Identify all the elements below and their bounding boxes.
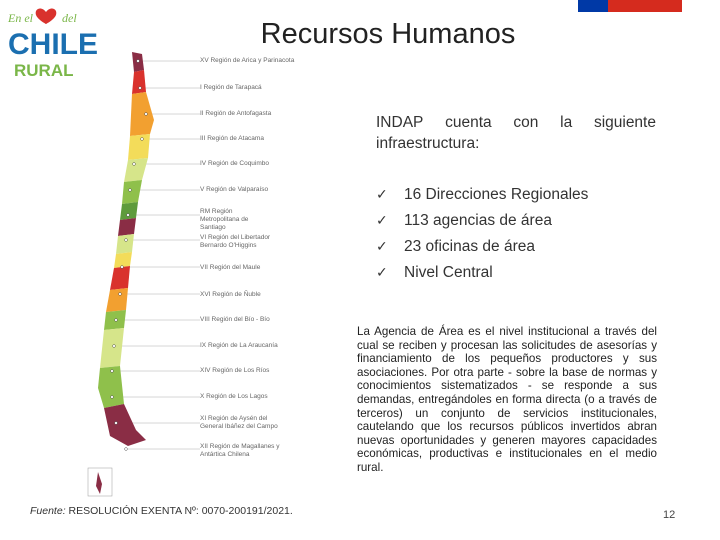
intro-text <box>376 112 656 154</box>
list-item <box>376 236 588 262</box>
intro-line-2: infraestructura: <box>376 135 480 152</box>
region-shape <box>118 218 136 236</box>
flag-red-field <box>608 0 682 12</box>
region-shape <box>120 202 138 220</box>
region-shape <box>100 328 124 368</box>
region-label: VIII Región del Bío - Bío <box>200 316 270 323</box>
region-label: X Región de Los Lagos <box>200 393 268 400</box>
list-item-text: Nivel Central <box>404 264 493 281</box>
list-item-text: 23 oficinas de área <box>404 238 535 255</box>
chile-rural-logo <box>6 4 98 80</box>
source-label: Fuente: <box>30 505 66 517</box>
region-label: VII Región del Maule <box>200 264 261 271</box>
checkmark-icon: ✓ <box>376 187 388 203</box>
region-label: II Región de Antofagasta <box>200 110 272 117</box>
svg-text:del: del <box>62 11 77 25</box>
source-note <box>30 505 293 517</box>
intro-word: la <box>560 114 573 131</box>
region-shape <box>130 92 154 136</box>
svg-text:CHILE: CHILE <box>8 28 98 61</box>
page-title: Recursos Humanos <box>260 18 516 50</box>
checkmark-icon: ✓ <box>376 239 388 255</box>
agency-description: La Agencia de Área es el nivel institucional a través del cual se reciben y procesan las solicitudes de asesorías y financiamiento de los pequeños productores y sus asociaciones. Por otra parte - sobre la base de normas y conocimientos sistematizados - se responde a sus demandas, entregándoles en forma directa (o a través de terceros) un conjunto de servicios institucionales, cautelando que los recursos públicos invertidos abran nuevas oportunidades y generen mayores capacidades económicas, productivas e institucionales en el medio rural. <box>357 325 657 474</box>
region-label: XV Región de Arica y Parinacota <box>200 57 295 64</box>
checkmark-icon: ✓ <box>376 213 388 229</box>
region-shape <box>110 266 130 290</box>
source-text: RESOLUCIÓN EXENTA Nº: 0070-200191/2021. <box>68 505 293 517</box>
region-shape <box>116 234 134 254</box>
infrastructure-list <box>376 184 588 288</box>
region-label: XI Región de Aysén del General Ibáñez del Campo <box>200 415 278 430</box>
chile-flag-stripe <box>578 0 682 12</box>
region-label: XVI Región de Ñuble <box>200 291 261 298</box>
region-label: XII Región de Magallanes y Antártica Chilena <box>200 443 280 458</box>
region-shape <box>104 404 146 446</box>
intro-word: siguiente <box>593 114 656 131</box>
region-shape <box>122 180 142 204</box>
page-number: 12 <box>663 509 676 521</box>
list-item <box>376 262 588 288</box>
flag-blue-field <box>578 0 608 12</box>
region-shape <box>132 70 146 94</box>
intro-word: con <box>513 114 539 131</box>
list-item-text: 16 Direcciones Regionales <box>404 186 589 203</box>
region-label: VI Región del Libertador Bernardo O'Higgins <box>200 234 271 249</box>
list-item <box>376 184 588 210</box>
region-shape <box>128 134 150 160</box>
region-shape <box>114 252 132 268</box>
intro-word: INDAP <box>376 114 424 131</box>
intro-word: cuenta <box>445 114 492 131</box>
region-label: IV Región de Coquimbo <box>200 160 270 167</box>
checkmark-icon: ✓ <box>376 265 388 281</box>
region-label: I Región de Tarapacá <box>200 84 262 91</box>
region-label: XIV Región de Los Ríos <box>200 367 270 374</box>
list-item-text: 113 agencias de área <box>404 212 552 229</box>
svg-text:En el: En el <box>8 11 33 25</box>
region-label: RM Región Metropolitana de Santiago <box>200 208 249 231</box>
region-label: IX Región de La Araucanía <box>200 342 278 349</box>
list-item <box>376 210 588 236</box>
chile-regions-map <box>84 48 204 498</box>
region-shape <box>124 158 148 182</box>
svg-text:RURAL: RURAL <box>14 61 74 80</box>
region-shape <box>106 288 128 312</box>
region-label: III Región de Atacama <box>200 135 264 142</box>
region-label: V Región de Valparaíso <box>200 186 269 193</box>
heart-icon <box>36 8 57 24</box>
